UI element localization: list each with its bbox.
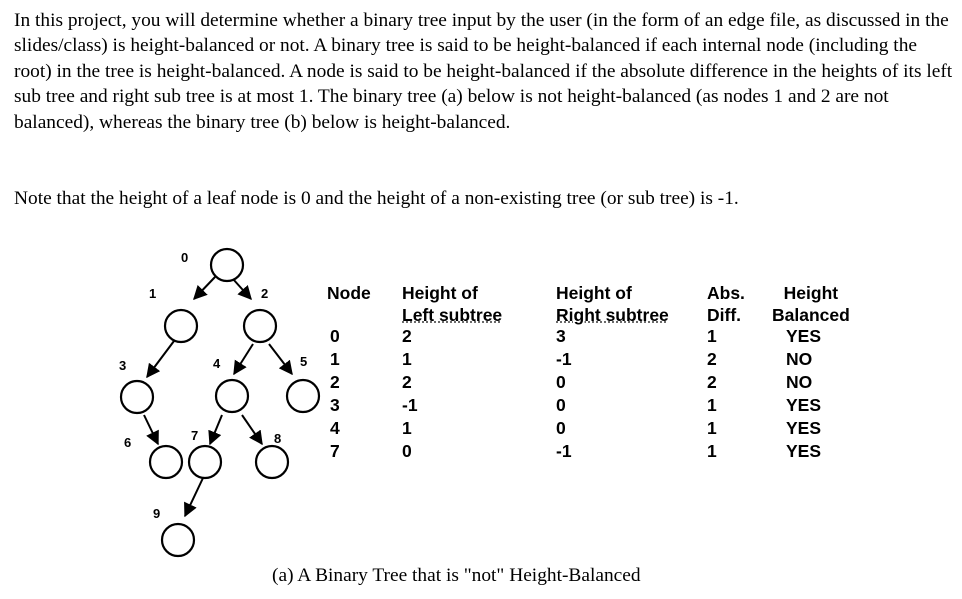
cell-diff: 1 [707,326,717,346]
header-left-line2: Left subtree [402,305,503,325]
header-bal-line2: Balanced [772,305,850,325]
header-right-line2: Right subtree [556,305,669,325]
tree-label-2: 2 [261,286,269,301]
cell-right: 0 [556,372,566,392]
tree-label-7: 7 [191,428,199,443]
header-left-line1: Height of [402,283,478,303]
cell-right: -1 [556,349,572,369]
cell-balanced: NO [786,349,813,369]
header-right-height [556,282,669,326]
cell-diff: 1 [707,418,717,438]
tree-label-9: 9 [153,506,161,521]
cell-node: 2 [330,372,340,392]
tree-label-5: 5 [300,354,308,369]
cell-left: 2 [402,326,412,346]
cell-left: 1 [402,349,412,369]
header-bal-line1: Height [783,283,839,303]
cell-balanced: YES [786,395,822,415]
header-left-height [402,282,502,326]
cell-node: 4 [330,418,340,438]
tree-label-3: 3 [119,358,127,373]
header-diff-line1: Abs. [707,283,745,303]
cell-node: 1 [330,349,340,369]
header-abs-diff [707,282,745,326]
figure-caption: (a) A Binary Tree that is "not" Height-Balanced [272,565,641,586]
tree-label-0: 0 [181,250,189,265]
cell-node: 0 [330,326,340,346]
cell-node: 7 [330,441,340,461]
cell-diff: 1 [707,395,717,415]
cell-balanced: YES [786,418,822,438]
cell-balanced: YES [786,441,822,461]
cell-balanced: NO [786,372,813,392]
header-right-line1: Height of [556,283,632,303]
cell-right: 0 [556,418,566,438]
cell-node: 3 [330,395,340,415]
header-height-balanced [772,282,850,326]
cell-right: 3 [556,326,566,346]
cell-left: 2 [402,372,412,392]
tree-label-8: 8 [274,431,282,446]
cell-diff: 2 [707,349,717,369]
cell-left: 1 [402,418,412,438]
header-node: Node [327,283,371,303]
tree-label-6: 6 [124,435,132,450]
cell-diff: 1 [707,441,717,461]
note-paragraph: Note that the height of a leaf node is 0 and the height of a non-existing tree (or sub tree) is -1. [14,188,739,209]
tree-label-1: 1 [149,286,157,301]
cell-left: -1 [402,395,418,415]
cell-left: 0 [402,441,412,461]
header-diff-line2: Diff. [707,305,742,325]
cell-diff: 2 [707,372,717,392]
cell-right: 0 [556,395,566,415]
cell-right: -1 [556,441,572,461]
cell-balanced: YES [786,326,822,346]
tree-label-4: 4 [213,356,221,371]
intro-paragraph: In this project, you will determine whether a binary tree input by the user (in the form of an edge file, as discussed in the slides/class) is height-balanced or not. A binary tree is said to be height-balanced if each internal node (including the root) in the tree is height-balanced. A node is said to be height-balanced if the absolute difference in the heights of its left sub tree and right sub tree is at most 1. The binary tree (a) below is not height-balanced (as nodes 1 and 2 are not balanced), whereas the binary tree (b) below is height-balanced. [14,10,953,133]
